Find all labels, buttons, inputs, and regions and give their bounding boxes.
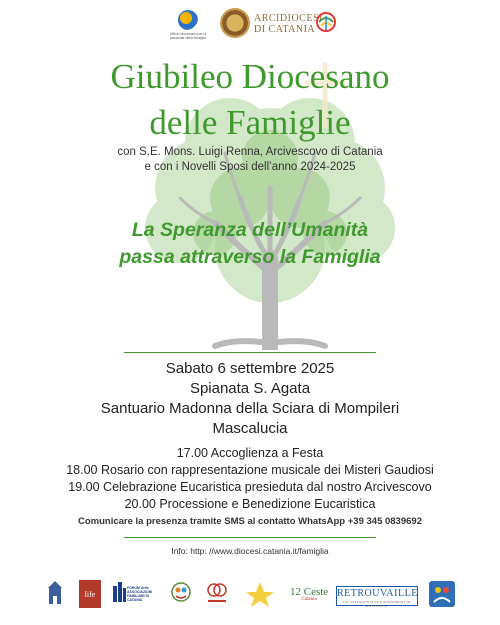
spiritual-ministry-logo-icon — [242, 580, 278, 608]
program-item: 17.00 Accoglienza a Festa — [176, 446, 324, 460]
event-place-line1: Spianata S. Agata — [189, 380, 311, 397]
retrouvaille-tag: UN SALVAGENTE PER MATRIMONI IN DIFFICOLTÀ — [343, 600, 411, 608]
event-date: Sabato 6 settembre 2025 — [165, 360, 335, 377]
event-place-line3: Mascalucia — [212, 420, 288, 437]
retrouvaille-main: RETROUVAILLE — [337, 588, 418, 599]
contact-note: Comunicare la presenza tramite SMS al contatto WhatsApp +39 345 0839692 — [78, 516, 422, 527]
program-item: 20.00 Processione e Benedizione Eucaristica — [124, 497, 376, 511]
subtitle-line1: con S.E. Mons. Luigi Renna, Arcivescovo di Catania — [117, 146, 383, 158]
program-item: 19.00 Celebrazione Eucaristica presieduta dal nostro Arcivescovo — [68, 480, 432, 494]
forum-sub: DI CATANIA — [127, 594, 149, 602]
motto-line1: La Speranza dell’Umanità — [131, 219, 369, 241]
family-office-logo — [168, 10, 208, 40]
diocese-name — [254, 13, 323, 35]
event-place-line2: Santuario Madonna della Sciara di Mompileri — [100, 400, 400, 417]
divider-bottom — [124, 537, 376, 538]
divider-top — [124, 352, 376, 353]
family-group-logo-icon — [428, 580, 456, 608]
subtitle-line2: e con i Novelli Sposi dell’anno 2024-2025 — [144, 161, 356, 173]
family-office-icon — [178, 10, 198, 30]
partner-logos — [44, 580, 460, 610]
svg-text:life: life — [84, 590, 96, 599]
forum-text: FORUM delle ASSOCIAZIONI FAMILIARI — [127, 586, 153, 598]
family-office-caption: Ufficio diocesano per la pastorale della famiglia — [169, 32, 207, 40]
association-logo-icon — [168, 580, 194, 608]
ceste-main: 12 Ceste — [290, 586, 329, 598]
forum-icon — [112, 582, 126, 604]
program-item: 18.00 Rosario con rappresentazione musicale dei Misteri Gaudiosi — [66, 463, 434, 477]
title-line1: Giubileo Diocesano — [110, 57, 390, 96]
diocese-name-line2: DI CATANIA — [254, 24, 316, 35]
info-link[interactable]: Info: http: //www.diocesi.catania.it/famiglia — [171, 546, 329, 556]
diocese-name-line1: ARCIDIOCESI — [254, 13, 323, 24]
ceste-sub: Catania — [301, 597, 317, 602]
ceste-logo — [290, 586, 328, 602]
title-line2: delle Famiglie — [149, 103, 351, 142]
tree-illustration-icon — [120, 58, 420, 350]
diocese-seal-icon — [220, 8, 250, 38]
header-logos — [0, 8, 500, 52]
marriage-movement-logo-icon — [204, 580, 230, 608]
jubilee-logo-icon — [314, 10, 338, 34]
motto-line2: passa attraverso la Famiglia — [119, 246, 381, 268]
church-logo-icon — [44, 580, 66, 608]
life-logo-icon — [79, 580, 101, 608]
retrouvaille-logo — [336, 586, 418, 606]
forum-logo — [112, 580, 156, 608]
